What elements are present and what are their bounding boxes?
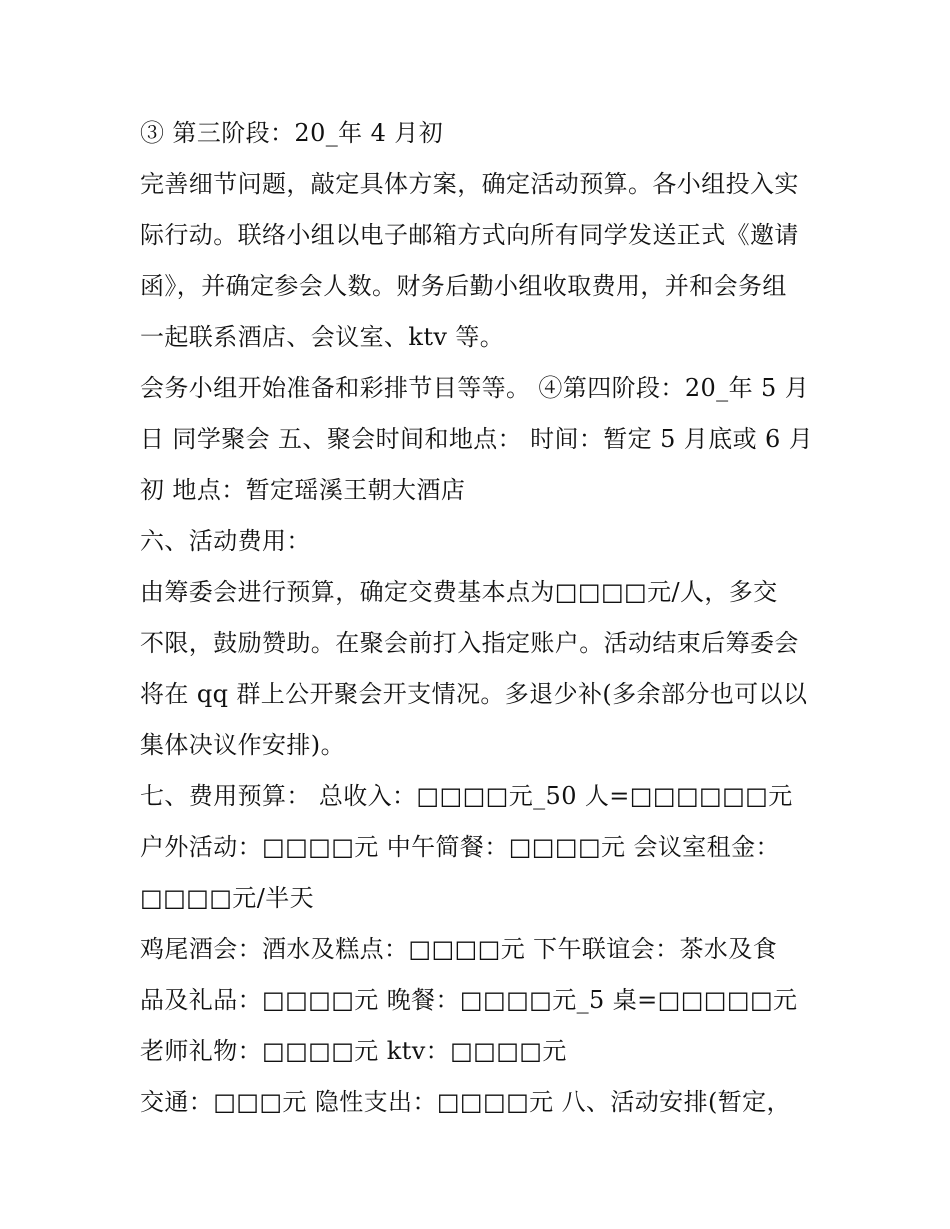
text-line: 老师礼物：□□□□元 ktv：□□□□元 bbox=[140, 1037, 567, 1065]
text-line: 七、费用预算： 总收入：□□□□元_50 人=□□□□□□元 bbox=[140, 782, 793, 810]
text-line: 不限，鼓励赞助。在聚会前打入指定账户。活动结束后筹委会 bbox=[140, 629, 799, 657]
text-line: □□□□元/半天 bbox=[140, 884, 314, 912]
text-line: 户外活动：□□□□元 中午简餐：□□□□元 会议室租金： bbox=[140, 833, 780, 861]
text-line: 日 同学聚会 五、聚会时间和地点： 时间：暂定 5 月底或 6 月 bbox=[140, 425, 814, 453]
section-heading: 六、活动费用： bbox=[140, 527, 311, 555]
text-line: 一起联系酒店、会议室、ktv 等。 bbox=[140, 323, 505, 351]
text-line: 品及礼品：□□□□元 晚餐：□□□□元_5 桌=□□□□□元 bbox=[140, 986, 798, 1014]
text-line: 函》，并确定参会人数。财务后勤小组收取费用，并和会务组 bbox=[140, 272, 787, 300]
text-line: 集体决议作安排)。 bbox=[140, 731, 345, 759]
text-line: 鸡尾酒会：酒水及糕点：□□□□元 下午联谊会：茶水及食 bbox=[140, 935, 778, 963]
text-line: 际行动。联络小组以电子邮箱方式向所有同学发送正式《邀请 bbox=[140, 221, 799, 249]
text-line: 将在 qq 群上公开聚会开支情况。多退少补(多余部分也可以以 bbox=[140, 680, 808, 708]
text-line: 交通：□□□元 隐性支出：□□□□元 八、活动安排(暂定， bbox=[140, 1088, 791, 1116]
text-line: 完善细节问题，敲定具体方案，确定活动预算。各小组投入实 bbox=[140, 170, 799, 198]
text-line: 由筹委会进行预算，确定交费基本点为□□□□元/人，多交 bbox=[140, 578, 778, 606]
text-line: 初 地点：暂定瑶溪王朝大酒店 bbox=[140, 476, 466, 504]
text-line: 会务小组开始准备和彩排节目等等。 ④第四阶段：20_年 5 月 bbox=[140, 374, 810, 402]
document-body bbox=[140, 108, 830, 1128]
text-line: ③ 第三阶段：20_年 4 月初 bbox=[140, 119, 444, 147]
